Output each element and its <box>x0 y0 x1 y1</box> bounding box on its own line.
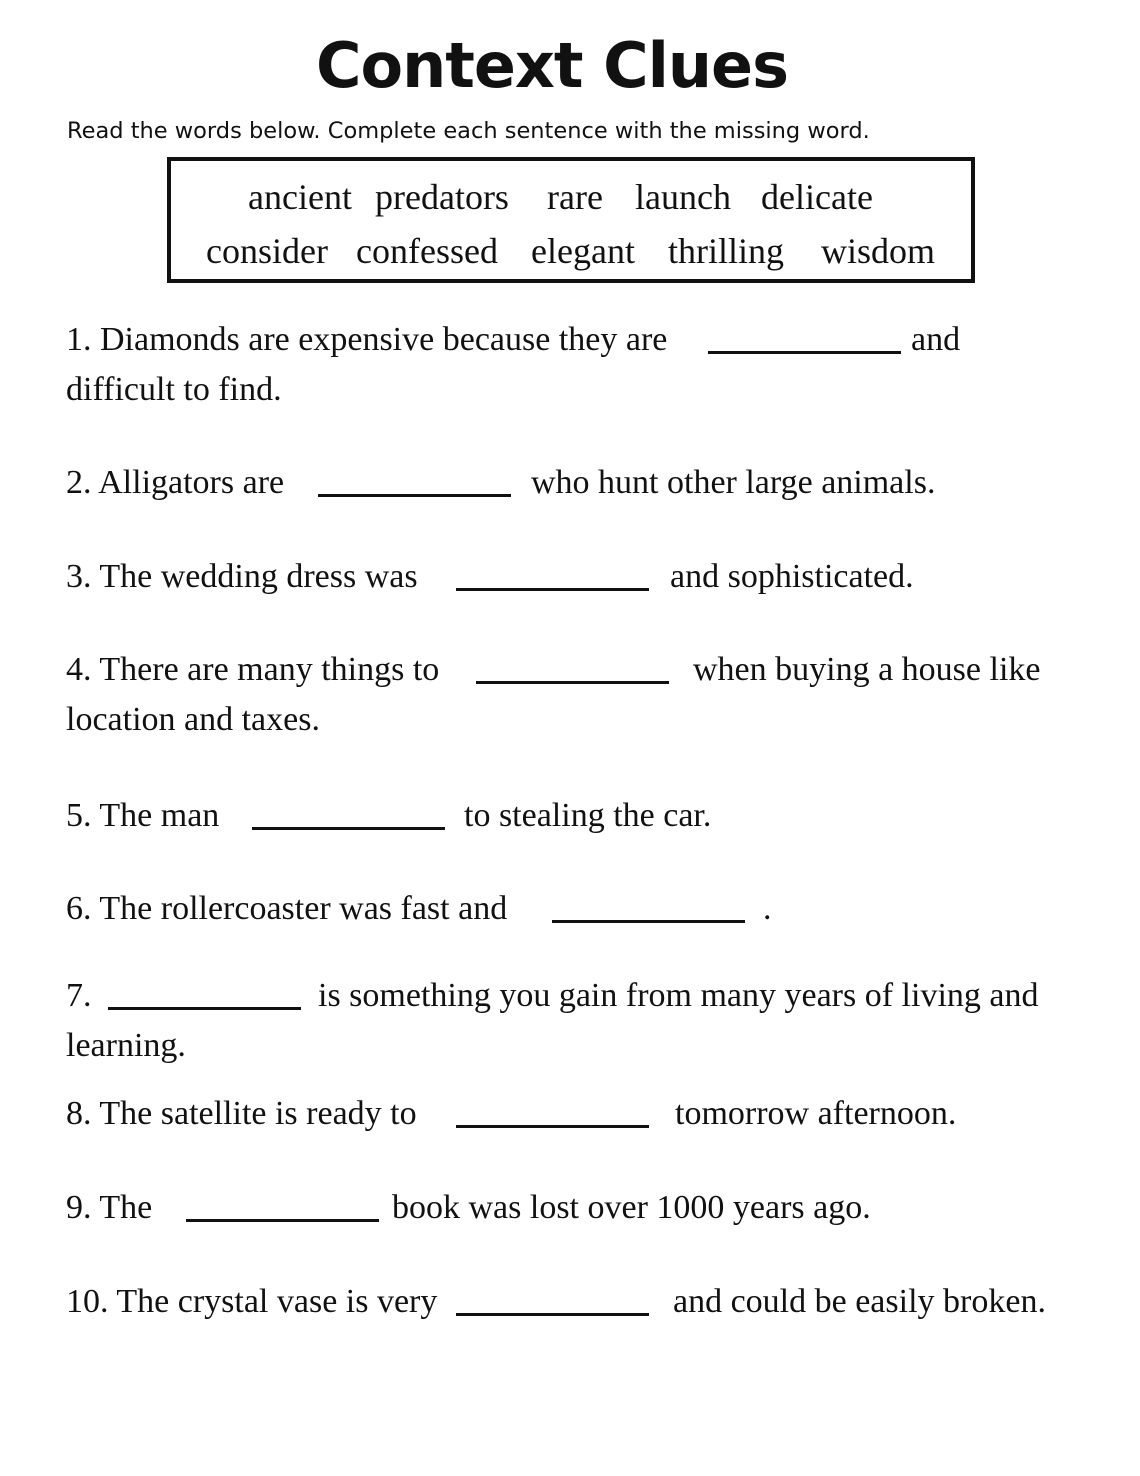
question-text-continued: location and taxes. <box>66 701 320 738</box>
word-bank-row-2 <box>171 225 971 277</box>
question-text-after: and sophisticated. <box>670 558 914 595</box>
word-bank-row-1 <box>171 171 971 223</box>
answer-blank[interactable] <box>186 1219 379 1222</box>
question-text-after: and <box>911 321 961 358</box>
question-text-continued: learning. <box>66 1027 186 1064</box>
question-text: 9. The <box>66 1189 153 1226</box>
word-bank-word: thrilling <box>668 231 784 271</box>
word-bank-word: predators <box>375 177 509 217</box>
word-bank-word: consider <box>206 231 328 271</box>
word-bank-word: elegant <box>531 231 635 271</box>
question-text: 1. Diamonds are expensive because they are <box>66 321 668 358</box>
word-bank-word: ancient <box>248 177 352 217</box>
question-text: 10. The crystal vase is very <box>66 1283 438 1320</box>
answer-blank[interactable] <box>108 1007 301 1010</box>
question-text: 2. Alligators are <box>66 464 285 501</box>
question-text-after: is something you gain from many years of living and <box>318 977 1039 1014</box>
answer-blank[interactable] <box>318 494 511 497</box>
word-bank-word: wisdom <box>821 231 936 271</box>
question-text: 3. The wedding dress was <box>66 558 418 595</box>
question-text-continued: difficult to find. <box>66 371 282 408</box>
question-text: 8. The satellite is ready to <box>66 1095 417 1132</box>
question-text: 5. The man <box>66 797 220 834</box>
worksheet-title: Context Clues <box>316 29 788 102</box>
answer-blank[interactable] <box>476 681 669 684</box>
answer-blank[interactable] <box>456 588 649 591</box>
question-text-after: to stealing the car. <box>464 797 712 834</box>
question-text: 4. There are many things to <box>66 651 440 688</box>
answer-blank[interactable] <box>252 827 445 830</box>
word-bank-box <box>167 157 975 283</box>
answer-blank[interactable] <box>456 1125 649 1128</box>
answer-blank[interactable] <box>708 351 901 354</box>
word-bank-word: confessed <box>356 231 498 271</box>
question-text-after: book was lost over 1000 years ago. <box>392 1189 871 1226</box>
question-text: 7. <box>66 977 92 1014</box>
word-bank-word: launch <box>635 177 731 217</box>
word-bank-word: delicate <box>761 177 873 217</box>
question-text-after: who hunt other large animals. <box>531 464 936 501</box>
question-text-after: . <box>763 890 772 927</box>
question-text-after: tomorrow afternoon. <box>675 1095 957 1132</box>
answer-blank[interactable] <box>456 1313 649 1316</box>
answer-blank[interactable] <box>552 920 745 923</box>
question-text-after: when buying a house like <box>693 651 1041 688</box>
word-bank-word: rare <box>547 177 603 217</box>
question-text-after: and could be easily broken. <box>673 1283 1046 1320</box>
question-text: 6. The rollercoaster was fast and <box>66 890 508 927</box>
instructions: Read the words below. Complete each sentence with the missing word. <box>67 118 870 144</box>
